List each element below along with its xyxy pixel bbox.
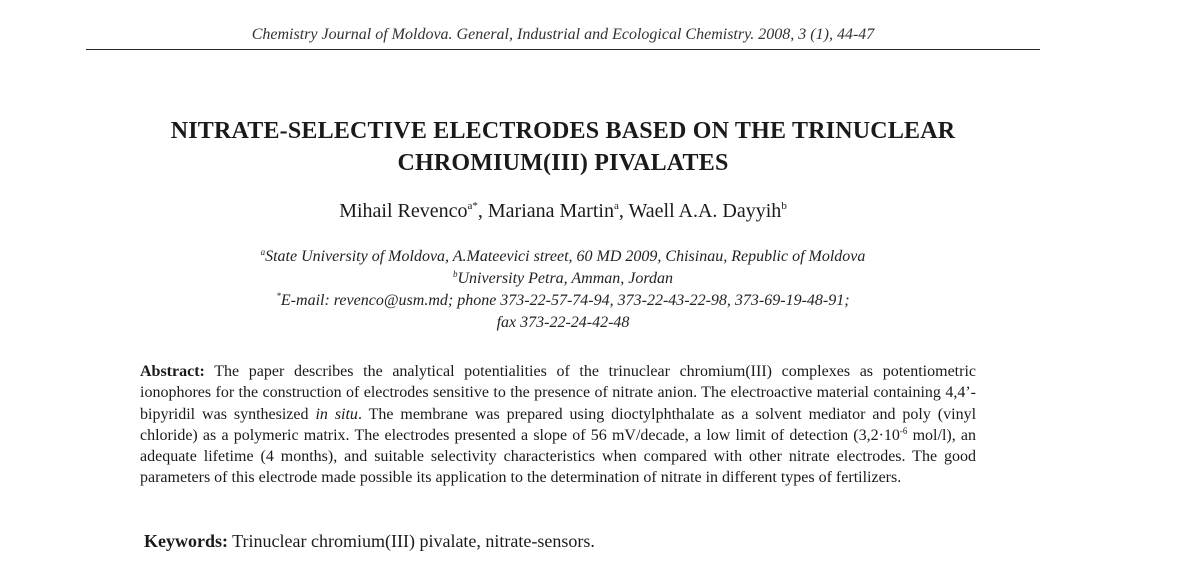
abstract <box>140 361 976 489</box>
affiliation-line <box>0 268 1126 290</box>
author-name: Mihail Revenco <box>339 200 468 222</box>
affiliation-text: State University of Moldova, A.Mateevici street, 60 MD 2009, Chisinau, Republic of Moldova <box>265 248 866 265</box>
title-line: CHROMIUM(III) PIVALATES <box>397 150 729 176</box>
affiliation-mark: a <box>260 247 266 257</box>
author-affiliation-mark: b <box>781 200 787 212</box>
affiliation-line <box>0 246 1126 268</box>
affiliation-text: University Petra, Amman, Jordan <box>457 270 674 287</box>
author-affiliation-mark: a <box>613 200 619 212</box>
author-name: Waell A.A. Dayyih <box>628 200 782 222</box>
paper-title <box>0 115 1126 179</box>
abstract-text: The paper describes the analytical potentialities of the trinuclear chromium(III) complexes as potentiometric ionophores for the construction of electrodes sensitive to the presence of nitrate anion. The electroactive material containing 4,4’-bipyridil was synthesized <box>140 363 976 423</box>
keywords-label: Keywords: <box>144 531 228 551</box>
author-name: Mariana Martin <box>487 200 614 222</box>
contact-text: fax 373-22-24-42-48 <box>496 314 630 331</box>
contact-text: E-mail: revenco@usm.md; phone 373-22-57-74-94, 373-22-43-22-98, 373-69-19-48-91; <box>280 292 850 309</box>
contact-line <box>0 290 1126 312</box>
keywords-text: Trinuclear chromium(III) pivalate, nitrate-sensors. <box>228 531 595 551</box>
header-rule <box>86 49 1040 50</box>
affiliation-mark: * <box>276 291 281 301</box>
abstract-italic-term: in situ <box>315 405 358 423</box>
abstract-exponent: -6 <box>899 425 908 436</box>
author-list: Mihail Revenco$^{a*}$, Mariana Martin$^a$, Waell A.A. Dayyih$^b$ <box>339 200 787 222</box>
affiliation-mark: b <box>452 269 458 279</box>
author-affiliation-mark: a* <box>467 200 478 212</box>
title-line: NITRATE-SELECTIVE ELECTRODES BASED ON THE TRINUCLEAR <box>170 118 956 144</box>
abstract-text: . The membrane was prepared using dioctylphthalate as a solvent mediator and poly (vinyl chloride) as a polymeric matrix. The electrodes presented a slope of 56 mV/decade, a low limit of detection (3,2·10 <box>140 405 977 444</box>
keywords <box>144 531 980 552</box>
abstract-text: mol/l), an adequate lifetime (4 months), and suitable selectivity characteristics when compared with other nitrate electrodes. The good parameters of this electrode made possible its application to the determination of nitrate in different types of fertilizers. <box>140 426 977 487</box>
abstract-label: Abstract: <box>140 363 205 380</box>
contact-line <box>0 312 1126 334</box>
journal-header: Chemistry Journal of Moldova. General, Industrial and Ecological Chemistry. 2008, 3 (1), 44-47 <box>251 26 875 43</box>
affiliations <box>0 246 1126 334</box>
